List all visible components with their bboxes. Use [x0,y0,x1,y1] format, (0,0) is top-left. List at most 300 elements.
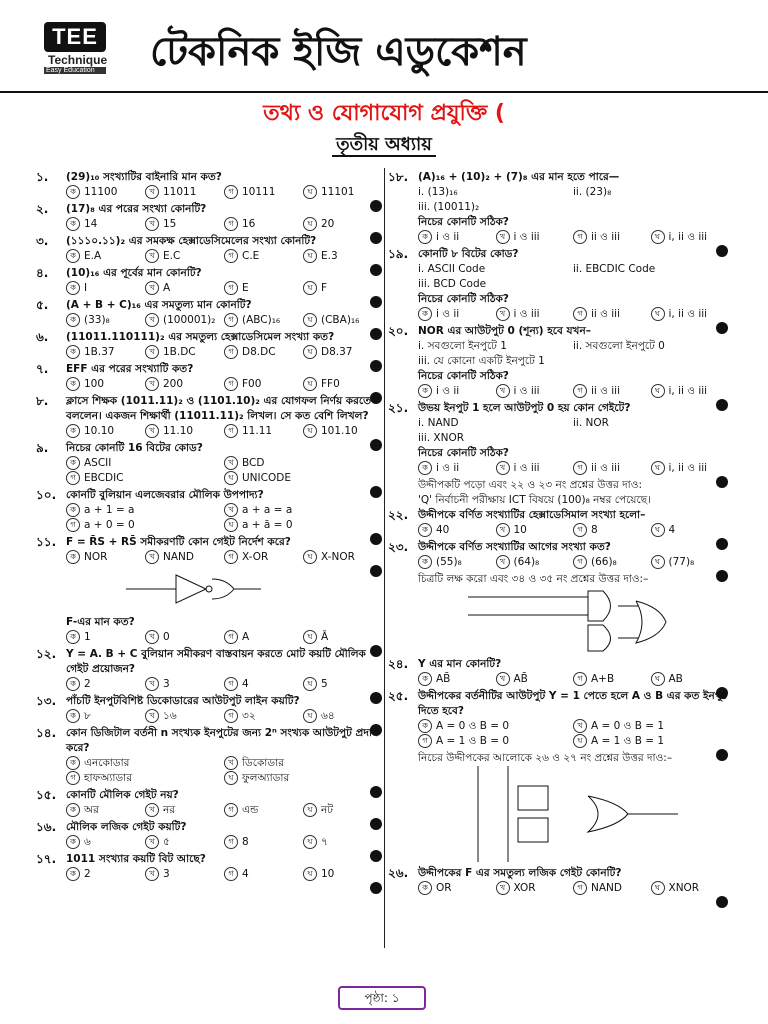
option-label: ক [66,709,80,723]
logo-text: TEE [44,22,106,52]
options-row [66,835,382,850]
option-text: i ও ii [436,308,460,320]
statement: ii. (23)₈ [573,186,612,198]
option[interactable] [418,461,496,476]
options-row [66,709,382,724]
statements [418,339,728,369]
option-text: i, ii ও iii [668,462,708,474]
stem-text: চিত্রটি লক্ষ করো এবং ৩৪ ও ৩৫ নং প্রশ্নের উত্তর দাও:– [418,573,649,585]
option[interactable] [651,230,729,245]
option-text: A [242,631,250,643]
option[interactable] [651,672,729,687]
option-text: XNOR [668,882,700,894]
option[interactable] [651,384,729,399]
option[interactable] [303,550,382,565]
option-label: গ [224,630,238,644]
option-label: গ [224,281,238,295]
option[interactable] [145,185,224,200]
options-row [66,424,382,439]
option-text: ii ও iii [591,385,620,397]
option-text: 3 [163,868,170,880]
question-text: 1011 সংখ্যার কয়টি বিট আছে? [66,853,206,865]
question-number: ১২. [36,647,57,661]
option[interactable] [418,881,496,896]
option-label: ঘ [573,734,587,748]
option[interactable] [651,461,729,476]
question-ask: নিচের কোনটি সঠিক? [418,293,509,305]
option[interactable] [418,672,496,687]
options-row [418,307,728,322]
option-label: গ [224,185,238,199]
option-label: গ [224,345,238,359]
option-label: খ [145,249,159,263]
option[interactable] [303,185,382,200]
option[interactable] [145,835,224,850]
option-label: খ [496,555,510,569]
option-text: FF0 [321,378,340,390]
question-ask: নিচের কোনটি সঠিক? [418,216,509,228]
stem-text: উদ্দীপকটি পড়ো এবং ২২ ও ২৩ নং প্রশ্নের উত্তর দাও: [418,479,642,491]
option[interactable] [224,630,303,645]
question-number: ১৭. [36,852,57,866]
option[interactable] [496,555,574,570]
option-text: Ā [321,631,329,643]
option-label: ঘ [303,630,317,644]
statement: iii. XNOR [418,432,465,444]
option[interactable] [66,771,224,786]
option[interactable] [303,281,382,296]
option-text: 2 [84,868,91,880]
question [388,866,728,896]
option[interactable] [224,550,303,565]
header [0,0,768,92]
chapter-label: তৃতীয় অধ্যায় [332,134,436,157]
options-row [66,185,382,200]
option-label: ঘ [303,709,317,723]
header-divider [0,91,768,93]
option-text: XOR [513,882,536,894]
option[interactable] [66,456,224,471]
right-column [388,170,728,898]
options-row [66,281,382,296]
statement: iii. BCD Code [418,278,487,290]
question-number: ৫. [36,298,49,312]
question [36,694,382,724]
option-label: খ [145,867,159,881]
option-label: গ [573,307,587,321]
option[interactable] [145,867,224,882]
option[interactable] [224,377,303,392]
options-row [66,217,382,232]
options-row [418,523,728,538]
option-label: খ [145,709,159,723]
option[interactable] [496,384,574,399]
question-text: পাঁচটি ইনপুটবিশিষ্ট ডিকোডারের আউটপুট লাইন কয়টি? [66,695,300,707]
option[interactable] [303,630,382,645]
option[interactable] [573,461,651,476]
option-text: এন্ড [242,804,259,816]
option-text: 40 [436,524,450,536]
option[interactable] [66,185,145,200]
option[interactable] [145,313,224,328]
option[interactable] [66,345,145,360]
option-label: গ [224,835,238,849]
question-text: কোন ডিজিটাল বর্তনী n সংখ্যক ইনপুটের জন্য 2ⁿ সংখ্যক আউটপুট প্রদান করে? [66,727,379,754]
option-text: নর [163,804,176,816]
option[interactable] [418,719,573,734]
option[interactable] [224,424,303,439]
option-text: E [242,282,249,294]
option[interactable] [66,471,224,486]
option-text: 1B.37 [84,346,115,358]
option[interactable] [66,630,145,645]
option[interactable] [66,313,145,328]
question [388,247,728,322]
option-text: 11.11 [242,425,273,437]
option[interactable] [303,867,382,882]
options-row [418,672,728,687]
question-text: উদ্দীপকে বর্ণিত সংখ্যাটির আগের সংখ্যা কত? [418,541,611,553]
statement: iii. (10011)₂ [418,201,480,213]
option-label: ক [66,424,80,438]
option[interactable] [145,803,224,818]
option[interactable] [145,249,224,264]
option[interactable] [418,384,496,399]
option-text: A [163,282,171,294]
option-label: গ [224,550,238,564]
option-text: ASCII [84,457,112,469]
option[interactable] [573,384,651,399]
answer-marker-icon [716,476,728,488]
option-text: a + a = a [242,504,293,516]
question-number: ২৪. [388,657,409,671]
options-row [66,550,382,565]
option-text: 200 [163,378,184,390]
option[interactable] [573,719,728,734]
option[interactable] [303,803,382,818]
option-text: NAND [163,551,194,563]
option[interactable] [573,734,728,749]
question-number: ৮. [36,394,49,408]
option[interactable] [224,217,303,232]
option-text: 11011 [163,186,197,198]
option[interactable] [418,734,573,749]
option[interactable] [224,867,303,882]
option[interactable] [651,555,729,570]
options-row [66,313,382,328]
question-text: (29)₁₀ সংখ্যাটির বাইনারি মান কত? [66,171,222,183]
question-text: (A)₁₆ + (10)₂ + (7)₈ এর মান হতে পারে— [418,171,620,183]
subject-title: তথ্য ও যোগাযোগ প্রযুক্তি ( [263,101,505,126]
option-text: OR [436,882,452,894]
option[interactable] [145,281,224,296]
option[interactable] [145,377,224,392]
option-text: E.C [163,250,181,262]
option[interactable] [573,523,651,538]
option[interactable] [496,461,574,476]
option[interactable] [145,217,224,232]
option-label: খ [573,719,587,733]
option-text: 14 [84,218,98,230]
option-label: গ [224,249,238,263]
option-text: অর [84,804,99,816]
option-label: খ [224,503,238,517]
logo [42,22,114,84]
option[interactable] [303,217,382,232]
option[interactable] [66,803,145,818]
option-text: ৩২ [242,710,256,722]
option-text: 1 [84,631,91,643]
question [36,170,382,200]
question-number: ১১. [36,535,57,549]
option-label: ক [418,230,432,244]
question-text: (10)₁₆ এর পূর্বের মান কোনটি? [66,267,202,279]
question-text: কোনটি মৌলিক গেইট নয়? [66,789,179,801]
option[interactable] [224,456,382,471]
column-divider [384,168,385,948]
statement: i. সবগুলো ইনপুটে 1 [418,340,507,352]
question-number: ৭. [36,362,49,376]
question-text: নিচের কোনটি 16 বিটের কোড? [66,442,203,454]
option-label: খ [496,523,510,537]
option-label: গ [224,803,238,817]
option-text: ৭ [321,836,328,848]
option[interactable] [303,249,382,264]
option-label: গ [66,518,80,532]
option[interactable] [66,550,145,565]
option[interactable] [224,249,303,264]
option-text: i, ii ও iii [668,308,708,320]
question [36,535,382,565]
option-text: D8.DC [242,346,276,358]
option[interactable] [418,555,496,570]
option[interactable] [224,471,382,486]
option-label: ক [66,217,80,231]
option[interactable] [224,281,303,296]
question-number: ১৯. [388,247,409,261]
option[interactable] [418,523,496,538]
option-label: ক [418,384,432,398]
question-text: উদ্দীপকের F এর সমতুল্য লজিক গেইট কোনটি? [418,867,622,879]
option-text: ১৬ [163,710,177,722]
option[interactable] [573,881,651,896]
question-text: EFF এর পরের সংখ্যাটি কত? [66,363,194,375]
option-text: (CBA)₁₆ [321,314,360,326]
option[interactable] [303,313,382,328]
option[interactable] [303,377,382,392]
option[interactable] [303,345,382,360]
option[interactable] [66,424,145,439]
question [36,788,382,818]
option-label: ঘ [224,771,238,785]
option[interactable] [145,550,224,565]
option-label: ক [66,249,80,263]
option[interactable] [66,756,224,771]
option-label: ক [418,719,432,733]
options-row [66,503,382,533]
option-text: X-OR [242,551,269,563]
question-text: (11011.110111)₂ এর সমতুল্য হেক্সাডেসিমেল সংখ্যা কত? [66,331,335,343]
option-label: ঘ [303,867,317,881]
option-label: গ [418,734,432,748]
option-label: ঘ [651,230,665,244]
option[interactable] [496,230,574,245]
option-text: i ও iii [513,308,540,320]
option[interactable] [66,867,145,882]
option-label: ক [66,867,80,881]
option-text: AB̄ [436,673,451,685]
option-label: গ [66,471,80,485]
question-number: ১৬. [36,820,57,834]
option-label: ক [66,456,80,470]
option-label: গ [224,677,238,691]
option-label: ঘ [303,377,317,391]
option[interactable] [224,313,303,328]
option-label: ঘ [303,313,317,327]
option[interactable] [418,307,496,322]
option-text: a + 1 = a [84,504,135,516]
option[interactable] [66,677,145,692]
and-or-circuit-diagram [468,587,728,657]
question [36,330,382,360]
option[interactable] [66,709,145,724]
option[interactable] [303,835,382,850]
option[interactable] [224,771,382,786]
question-number: ২১. [388,401,409,415]
chapter-title [0,130,768,161]
option-label: ঘ [651,523,665,537]
option-text: (33)₈ [84,314,110,326]
option[interactable] [66,281,145,296]
option[interactable] [66,217,145,232]
option-label: গ [573,384,587,398]
option[interactable] [66,518,224,533]
option-text: ii ও iii [591,231,620,243]
option-label: খ [224,456,238,470]
option-text: 10111 [242,186,276,198]
page-number: পৃষ্ঠা: ১ [338,986,426,1010]
option[interactable] [224,345,303,360]
question-number: ১৩. [36,694,57,708]
option[interactable] [496,523,574,538]
option[interactable] [573,672,651,687]
answer-marker-icon [716,570,728,582]
question [36,441,382,486]
option[interactable] [145,677,224,692]
option[interactable] [224,835,303,850]
option[interactable] [418,230,496,245]
option[interactable] [145,709,224,724]
option[interactable] [224,756,382,771]
option-label: ঘ [303,217,317,231]
question-text: (A + B + C)₁₆ এর সমতুল্য মান কোনটি? [66,299,252,311]
option-label: ক [66,281,80,295]
option[interactable] [66,503,224,518]
option-label: গ [224,709,238,723]
option-text: 5 [321,678,328,690]
gate-diagram-icon [116,567,276,611]
option-text: a + ā = 0 [242,519,293,531]
option-text: NOR [84,551,108,563]
option[interactable] [651,523,729,538]
option-text: 4 [668,524,676,536]
option[interactable] [224,518,382,533]
question-text: কোনটি বুলিয়ান এলজেবরার মৌলিক উপপাদ্য? [66,489,264,501]
question-number: ১৮. [388,170,409,184]
option[interactable] [303,709,382,724]
option-label: ঘ [651,461,665,475]
option-label: ঘ [651,307,665,321]
option[interactable] [66,835,145,850]
option[interactable] [145,630,224,645]
option[interactable] [66,249,145,264]
option-label: খ [496,384,510,398]
option[interactable] [496,307,574,322]
options-row [418,555,728,570]
question-text: কোনটি ৮ বিটের কোড? [418,248,519,260]
option-label: গ [224,377,238,391]
options-row [66,456,382,486]
options-row [418,230,728,245]
option[interactable] [145,345,224,360]
option-text: i ও ii [436,385,460,397]
option[interactable] [303,424,382,439]
option-label: খ [145,217,159,231]
question [388,170,728,245]
question [36,202,382,232]
option-label: ক [418,523,432,537]
option[interactable] [224,677,303,692]
option-label: ঘ [651,555,665,569]
option[interactable] [496,672,574,687]
option-text: ডিকোডার [242,757,284,769]
logic-circuit-diagram [468,766,728,866]
option-text: i ও ii [436,231,460,243]
option[interactable] [303,677,382,692]
option[interactable] [224,503,382,518]
option-text: 10 [513,524,527,536]
logo-sub1: Technique [48,53,108,67]
options-row [66,677,382,692]
option[interactable] [573,555,651,570]
option[interactable] [66,377,145,392]
option-text: (ABC)₁₆ [242,314,281,326]
question [36,615,382,645]
option-label: গ [573,881,587,895]
option-text: 3 [163,678,170,690]
option[interactable] [224,803,303,818]
option[interactable] [573,230,651,245]
option-label: খ [496,881,510,895]
option[interactable] [651,307,729,322]
question-text: (17)₈ এর পরের সংখ্যা কোনটি? [66,203,207,215]
option-text: 4 [242,868,249,880]
option[interactable] [573,307,651,322]
option-label: ক [66,630,80,644]
question-number: ৪. [36,266,49,280]
question-number: ১০. [36,488,57,502]
option-text: i, ii ও iii [668,385,708,397]
option[interactable] [224,185,303,200]
option[interactable] [224,709,303,724]
option[interactable] [651,881,729,896]
option[interactable] [496,881,574,896]
question [36,820,382,850]
option-text: (64)₈ [513,556,540,568]
options-row [66,377,382,392]
option-label: ক [66,835,80,849]
option[interactable] [145,424,224,439]
